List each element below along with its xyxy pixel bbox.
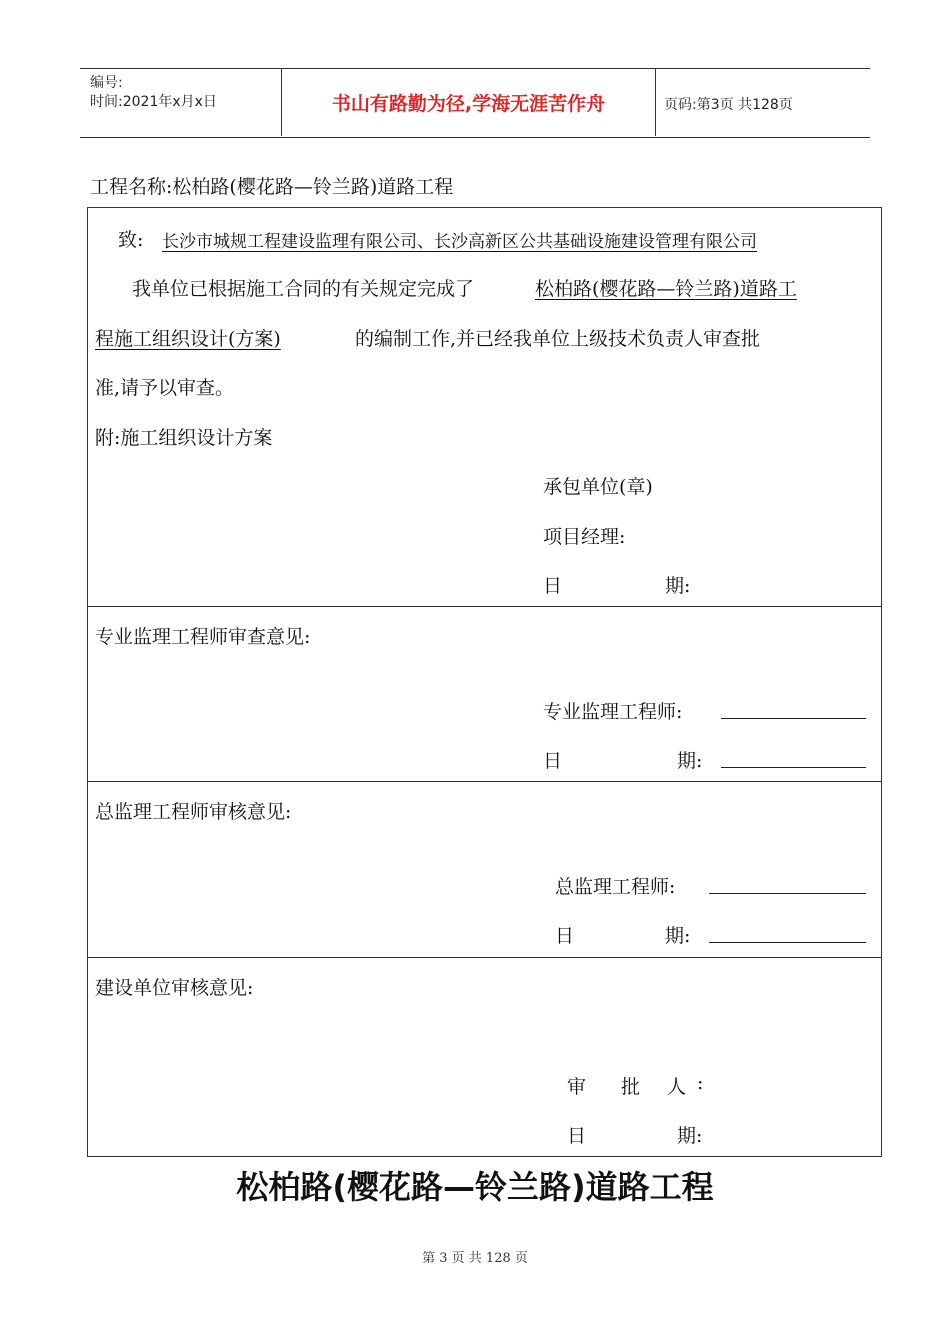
statement-line1-text: 我单位已根据施工合同的有关规定完成了 bbox=[132, 278, 475, 300]
supervisor-signature-blank[interactable] bbox=[721, 718, 866, 719]
contractor-seal-label: 承包单位(章) bbox=[543, 476, 653, 498]
header-date-label: 时间:2021年x月x日 bbox=[90, 94, 217, 110]
form-row-divider bbox=[87, 781, 882, 782]
project-name-line: 工程名称:松柏路(樱花路—铃兰路)道路工程 bbox=[90, 176, 454, 198]
date-label-left: 日 bbox=[567, 1125, 587, 1147]
to-prefix: 致: bbox=[118, 229, 144, 251]
header-divider bbox=[655, 68, 656, 136]
approver-label-char: 人 bbox=[667, 1076, 687, 1098]
approver-label-char: 批 bbox=[621, 1076, 641, 1098]
statement-line2-project: 程施工组织设计(方案) bbox=[95, 328, 281, 350]
header-page-label: 页码:第3页 共128页 bbox=[664, 97, 793, 113]
date-label-right: 期: bbox=[665, 575, 691, 597]
date-label-left: 日 bbox=[543, 750, 563, 772]
statement-line1-project: 松柏路(樱花路—铃兰路)道路工 bbox=[535, 278, 797, 300]
recipient-orgs: 长沙市城规工程建设监理有限公司、长沙高新区公共基础设施建设管理有限公司 bbox=[162, 232, 757, 252]
approver-label-char: 审 bbox=[567, 1076, 587, 1098]
header-number-label: 编号: bbox=[90, 75, 123, 91]
attachment-note: 附:施工组织设计方案 bbox=[95, 427, 273, 449]
document-title: 松柏路(樱花路—铃兰路)道路工程 bbox=[236, 1168, 714, 1206]
header-motto: 书山有路勤为径,学海无涯苦作舟 bbox=[331, 92, 606, 115]
statement-line2-text: 的编制工作,并已经我单位上级技术负责人审查批 bbox=[355, 328, 761, 350]
date-label-right: 期: bbox=[677, 750, 703, 772]
chief-review-title: 总监理工程师审核意见: bbox=[95, 801, 292, 823]
chief-date-blank[interactable] bbox=[709, 942, 866, 943]
chief-signature-blank[interactable] bbox=[709, 893, 866, 894]
page-footer: 第 3 页 共 128 页 bbox=[422, 1251, 528, 1266]
supervisor-signer-label: 专业监理工程师: bbox=[543, 701, 683, 723]
form-row-divider bbox=[87, 606, 882, 607]
statement-line3-text: 准,请予以审查。 bbox=[95, 377, 235, 399]
date-label-right: 期: bbox=[677, 1125, 703, 1147]
form-row-divider bbox=[87, 957, 882, 958]
chief-signer-label: 总监理工程师: bbox=[555, 876, 676, 898]
date-label-left: 日 bbox=[543, 575, 563, 597]
date-label-right: 期: bbox=[665, 925, 691, 947]
date-label-left: 日 bbox=[555, 925, 575, 947]
approver-label-colon: : bbox=[697, 1072, 704, 1094]
owner-review-title: 建设单位审核意见: bbox=[95, 977, 254, 999]
supervisor-date-blank[interactable] bbox=[721, 767, 866, 768]
supervisor-review-title: 专业监理工程师审查意见: bbox=[95, 626, 311, 648]
project-manager-label: 项目经理: bbox=[543, 526, 626, 548]
